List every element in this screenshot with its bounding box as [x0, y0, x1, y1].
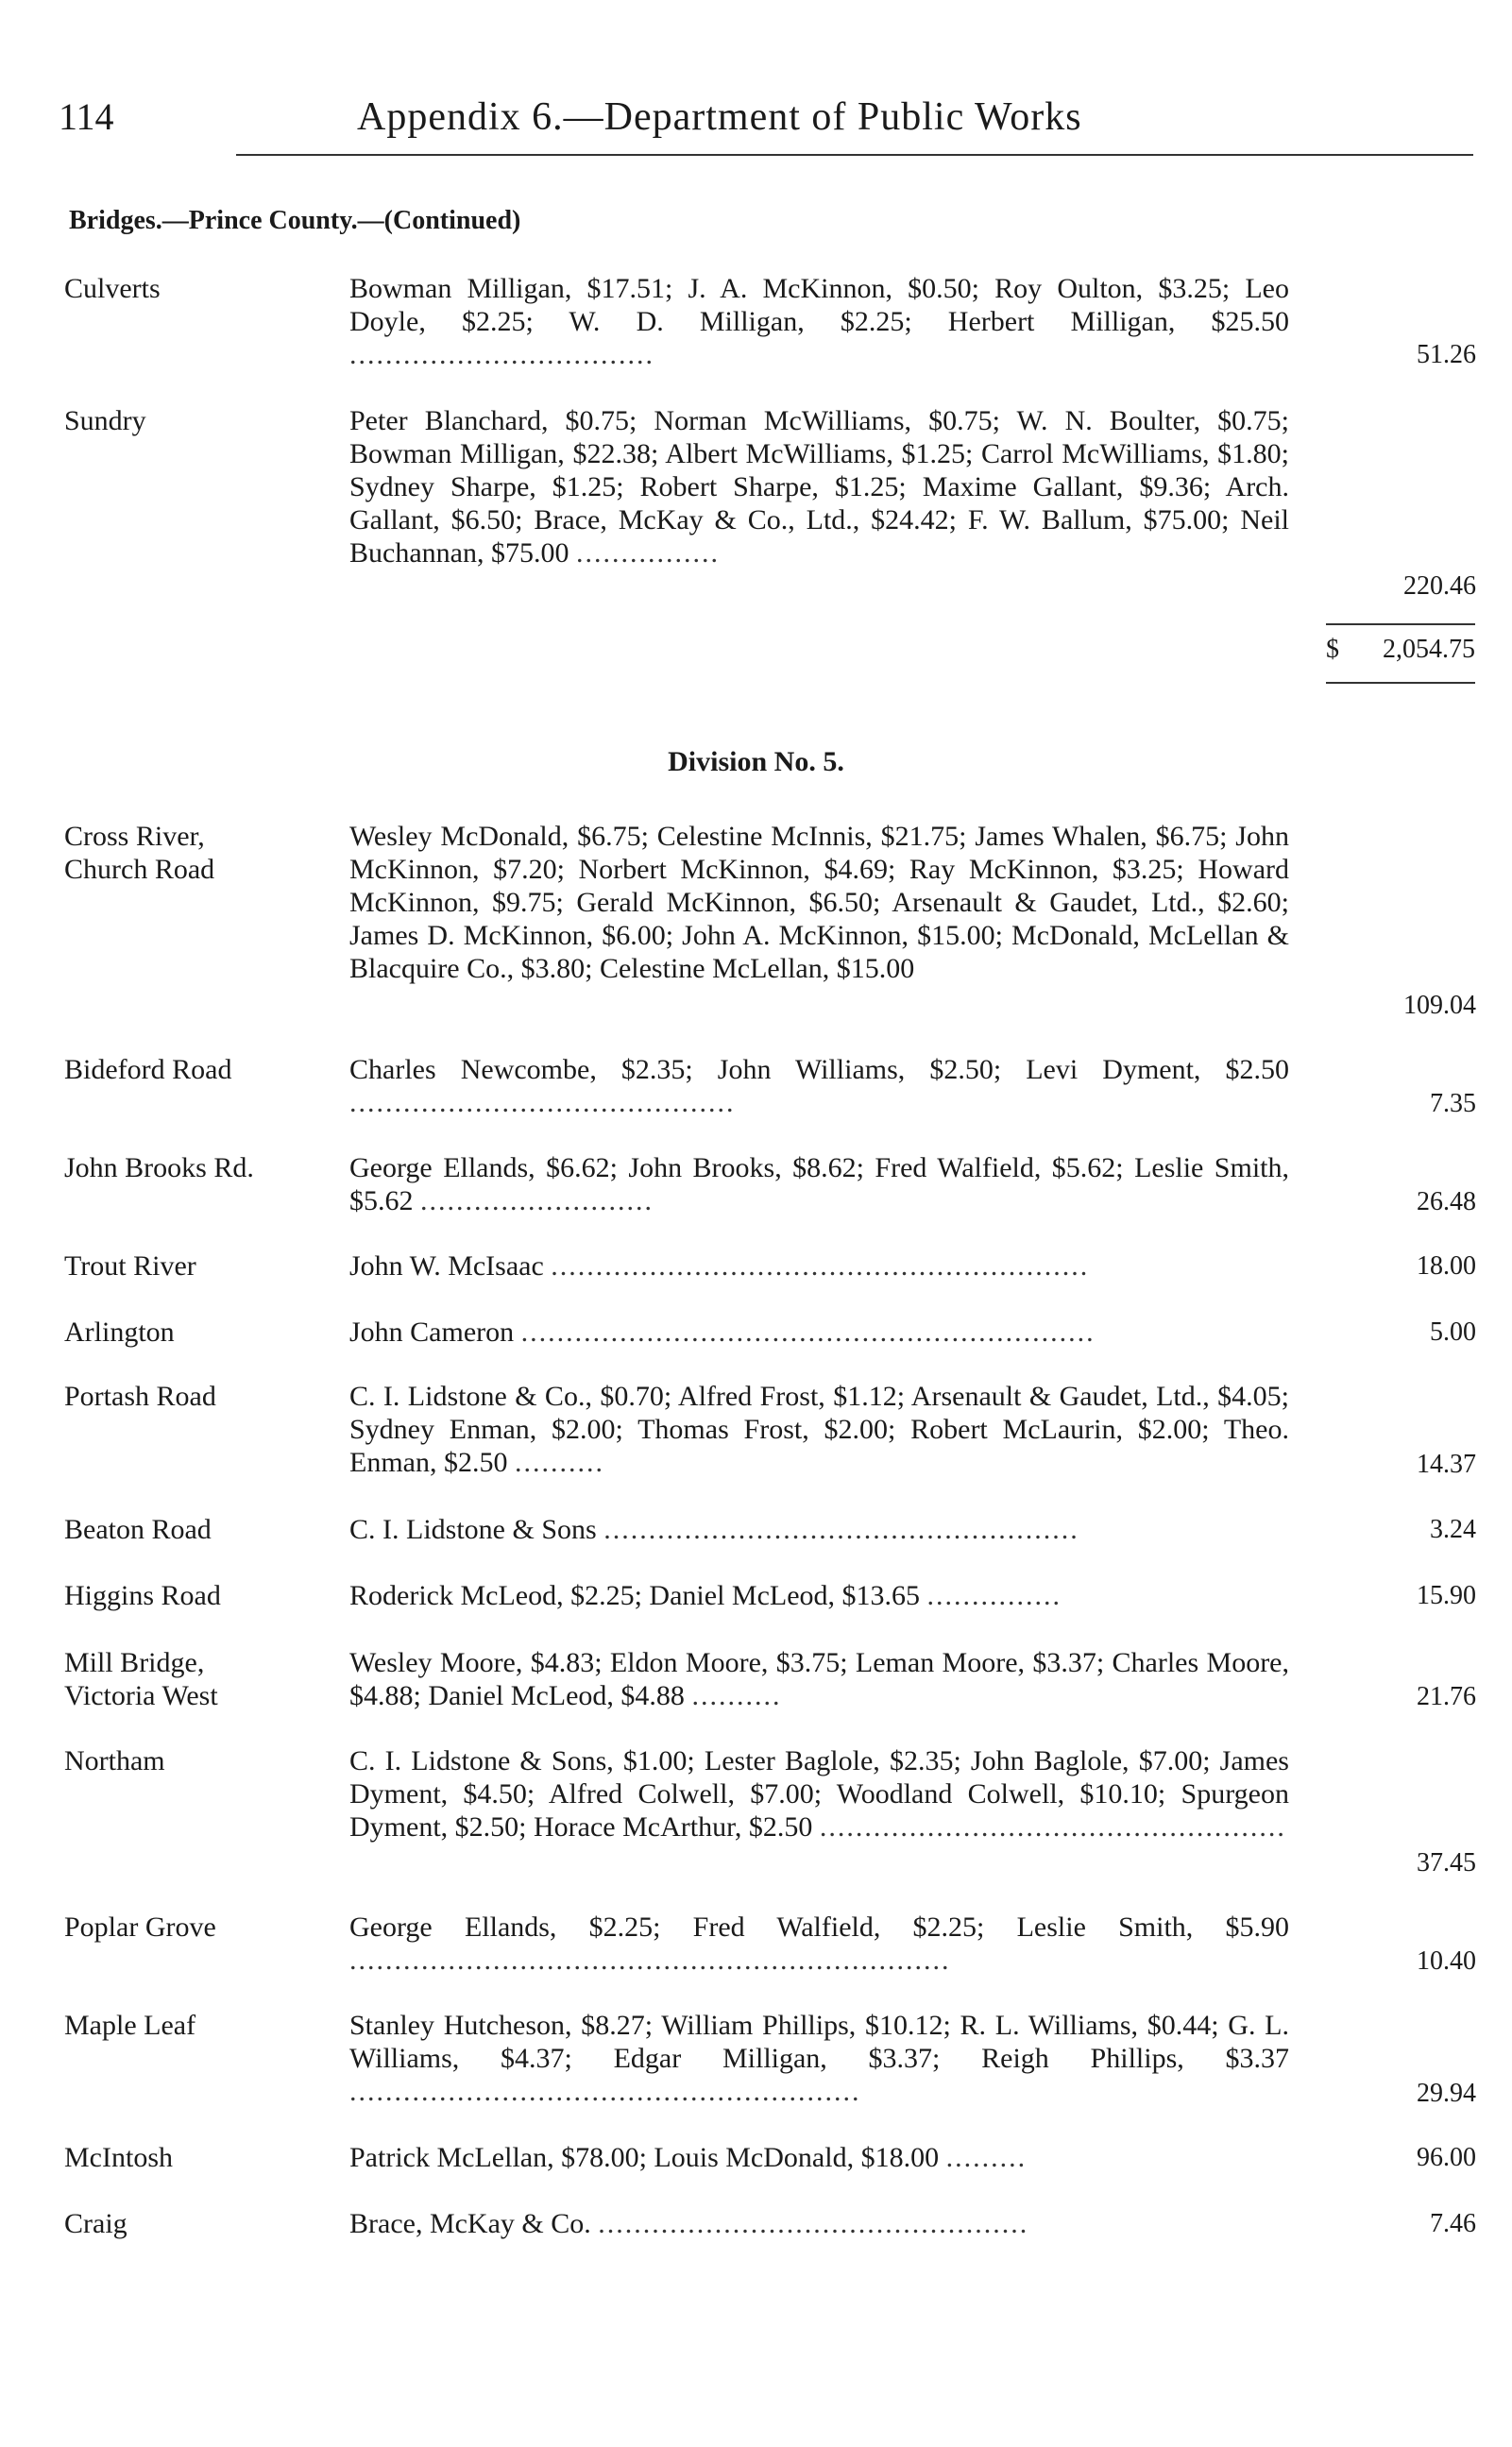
dot-leader: ........................................... — [349, 1087, 736, 1118]
dot-leader: .......................... — [420, 1185, 654, 1216]
header-rule — [236, 154, 1473, 156]
entry-description: George Ellands, $2.25; Fred Walfield, $2.25; Leslie Smith, $5.90 ................................................................... — [349, 1912, 1289, 1976]
entry-amount: 220.46 — [1403, 571, 1476, 601]
entry-amount: 29.94 — [1417, 2079, 1476, 2108]
entry-place: Cross River, Church Road — [64, 821, 215, 885]
entry-place: Northam — [64, 1745, 165, 1776]
entry-amount: 18.00 — [1417, 1251, 1476, 1281]
entry-place: Portash Road — [64, 1381, 216, 1412]
dot-leader: ............................................................ — [551, 1250, 1090, 1282]
entry-place: Bideford Road — [64, 1054, 232, 1085]
entry-place: Beaton Road — [64, 1514, 212, 1545]
entry-amount: 37.45 — [1417, 1848, 1476, 1878]
entry-amount: 3.24 — [1430, 1515, 1476, 1544]
entry-place: Poplar Grove — [64, 1912, 216, 1943]
running-title: Appendix 6.—Department of Public Works — [357, 95, 1082, 139]
dot-leader: ......... — [945, 2142, 1028, 2173]
total-rule — [1326, 682, 1475, 684]
dot-leader: .......... — [691, 1680, 782, 1711]
entry-amount: 109.04 — [1403, 991, 1476, 1020]
entry-place: Arlington — [64, 1317, 175, 1348]
page-number: 114 — [59, 95, 114, 138]
entry-amount: 15.90 — [1417, 1581, 1476, 1610]
dot-leader: ................ — [575, 537, 720, 569]
dot-leader: ................................................................... — [349, 1945, 951, 1976]
entry-amount: 96.00 — [1417, 2143, 1476, 2172]
total-value: 2,054.75 — [1383, 635, 1475, 664]
division-heading: Division No. 5. — [668, 746, 844, 777]
entry-place: Sundry — [64, 405, 146, 436]
entry-description: C. I. Lidstone & Sons ..................................................... — [349, 1514, 1079, 1545]
entry-amount: 51.26 — [1417, 340, 1476, 369]
entry-description: John Cameron ................................................................ — [349, 1317, 1096, 1348]
entry-amount: 7.35 — [1430, 1089, 1476, 1118]
entry-description: C. I. Lidstone & Co., $0.70; Alfred Frost, $1.12; Arsenault & Gaudet, Ltd., $4.05; Sydney Enman, $2.00; Thomas Frost, $2.00; Robert McLaurin, $2.00; Theo. Enman, $2.50 .......... — [349, 1381, 1289, 1478]
entry-description: Patrick McLellan, $78.00; Louis McDonald, $18.00 ......... — [349, 2142, 1028, 2173]
dot-leader: ............... — [926, 1580, 1062, 1611]
dot-leader: ......................................................... — [349, 2076, 861, 2107]
entry-amount: 26.48 — [1417, 1187, 1476, 1216]
dot-leader: ..................................................... — [603, 1514, 1079, 1545]
entry-place: Culverts — [64, 273, 161, 304]
entry-description: Wesley Moore, $4.83; Eldon Moore, $3.75; Leman Moore, $3.37; Charles Moore, $4.88; Daniel McLeod, $4.88 .......... — [349, 1647, 1289, 1711]
entry-place: John Brooks Rd. — [64, 1152, 254, 1183]
entry-description: Peter Blanchard, $0.75; Norman McWilliams, $0.75; W. N. Boulter, $0.75; Bowman Milligan, $22.38; Albert McWilliams, $1.25; Carrol McWilliams, $1.80; Sydney Sharpe, $1.25; Robert Sharpe, $1.25; Maxime Gallant, $9.36; Arch. Gallant, $6.50; Brace, McKay & Co., Ltd., $24.42; F. W. Ballum, $75.00; Neil Buchannan, $75.00 ................ — [349, 405, 1289, 569]
total-currency: $ — [1326, 635, 1339, 664]
entry-description: George Ellands, $6.62; John Brooks, $8.62; Fred Walfield, $5.62; Leslie Smith, $5.62 .......................... — [349, 1152, 1289, 1216]
entry-place: Craig — [64, 2208, 127, 2239]
entry-place: Higgins Road — [64, 1580, 221, 1611]
entry-description: C. I. Lidstone & Sons, $1.00; Lester Baglole, $2.35; John Baglole, $7.00; James Dyment, $4.50; Alfred Colwell, $7.00; Woodland Colwell, $10.10; Spurgeon Dyment, $2.50; Horace McArthur, $2.50 .................................................... — [349, 1745, 1289, 1843]
dot-leader: ................................................................ — [520, 1317, 1096, 1348]
dot-leader: .................................. — [349, 339, 654, 370]
entry-place: McIntosh — [64, 2142, 173, 2173]
entry-description: John W. McIsaac ............................................................ — [349, 1250, 1090, 1282]
entry-amount: 21.76 — [1417, 1682, 1476, 1711]
entry-description: Charles Newcombe, $2.35; John Williams, $2.50; Levi Dyment, $2.50 ........................................... — [349, 1054, 1289, 1118]
subtotal-rule — [1326, 623, 1475, 625]
dot-leader: .......... — [514, 1447, 604, 1478]
entry-description: Brace, McKay & Co. ................................................ — [349, 2208, 1029, 2239]
section-title: Bridges.—Prince County.—(Continued) — [69, 206, 521, 235]
entry-amount: 10.40 — [1417, 1946, 1476, 1976]
dot-leader: ................................................ — [598, 2208, 1029, 2239]
entry-place: Trout River — [64, 1250, 196, 1282]
dot-leader: .................................................... — [819, 1811, 1286, 1843]
entry-description: Roderick McLeod, $2.25; Daniel McLeod, $13.65 ............... — [349, 1580, 1062, 1611]
entry-description: Bowman Milligan, $17.51; J. A. McKinnon, $0.50; Roy Oulton, $3.25; Leo Doyle, $2.25; W. D. Milligan, $2.25; Herbert Milligan, $25.50 .................................. — [349, 273, 1289, 370]
entry-description: Wesley McDonald, $6.75; Celestine McInnis, $21.75; James Whalen, $6.75; John McKinnon, $7.20; Norbert McKinnon, $4.69; Ray McKinnon, $3.25; Howard McKinnon, $9.75; Gerald McKinnon, $6.50; Arsenault & Gaudet, Ltd., $2.60; James D. McKinnon, $6.00; John A. McKinnon, $15.00; McDonald, McLellan & Blacquire Co., $3.80; Celestine McLellan, $15.00 — [349, 821, 1289, 984]
entry-amount: 7.46 — [1430, 2209, 1476, 2238]
entry-amount: 14.37 — [1417, 1450, 1476, 1479]
entry-amount: 5.00 — [1430, 1317, 1476, 1347]
entry-place: Mill Bridge, Victoria West — [64, 1647, 218, 1711]
entry-description: Stanley Hutcheson, $8.27; William Phillips, $10.12; R. L. Williams, $0.44; G. L. Williams, $4.37; Edgar Milligan, $3.37; Reigh Phillips, $3.37 ......................................................... — [349, 2010, 1289, 2107]
entry-place: Maple Leaf — [64, 2010, 196, 2041]
